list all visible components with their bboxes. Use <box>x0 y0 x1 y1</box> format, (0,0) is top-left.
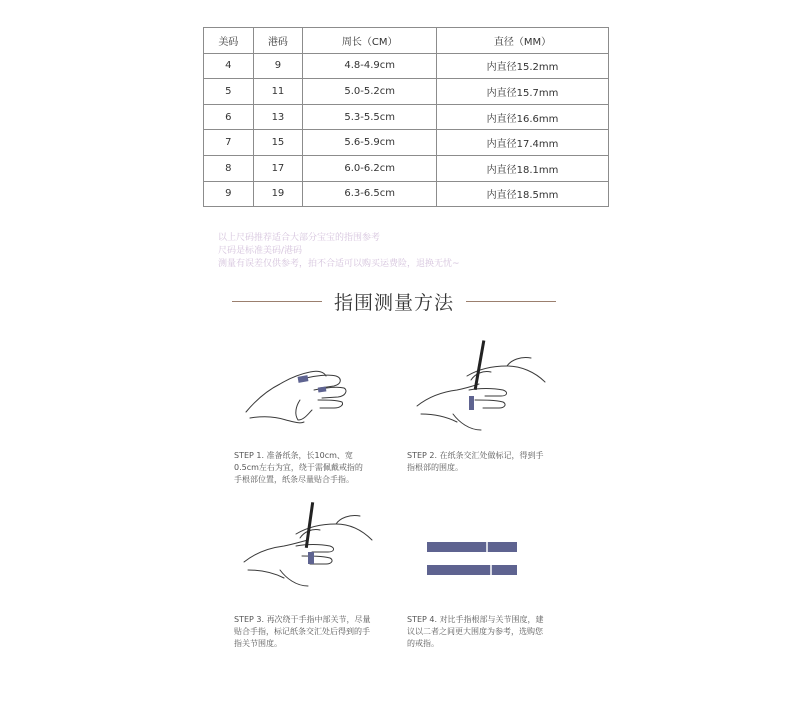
size-table <box>203 27 609 207</box>
step-line: STEP 1. 准备纸条，长10cm、宽 <box>234 451 353 460</box>
step-line: 议以二者之间更大围度为参考，选购您 <box>407 627 543 636</box>
table-row <box>204 53 609 79</box>
cell-diameter: 内直径17.4mm <box>437 130 609 156</box>
header-diameter: 直径（MM） <box>437 28 609 54</box>
step-line: 贴合手指，标记纸条交汇处后得到的手 <box>234 627 370 636</box>
pen-icon <box>305 502 314 548</box>
cell-circumference: 4.8-4.9cm <box>303 53 437 79</box>
cell-us-size: 7 <box>204 130 254 156</box>
step1-hand-illustration <box>238 360 378 440</box>
cell-circumference: 5.3-5.5cm <box>303 104 437 130</box>
section-title-bar <box>0 288 790 316</box>
title-divider-left <box>232 301 322 302</box>
title-divider-right <box>466 301 556 302</box>
step2-hand-illustration <box>413 338 553 443</box>
note-line: 尺码是标准美码/港码 <box>218 246 303 256</box>
step-line: 指根部的围度。 <box>407 463 463 472</box>
header-us-size: 美码 <box>204 28 254 54</box>
step4-strip-comparison <box>427 542 519 578</box>
cell-us-size: 8 <box>204 155 254 181</box>
cell-diameter: 内直径16.6mm <box>437 104 609 130</box>
size-notes <box>218 232 460 271</box>
cell-hk-size: 15 <box>253 130 303 156</box>
cell-diameter: 内直径18.1mm <box>437 155 609 181</box>
cell-hk-size: 17 <box>253 155 303 181</box>
table-row <box>204 130 609 156</box>
cell-circumference: 6.3-6.5cm <box>303 181 437 207</box>
step3-text <box>234 614 371 650</box>
cell-us-size: 5 <box>204 79 254 105</box>
paper-strip-icon <box>427 542 517 552</box>
table-row <box>204 104 609 130</box>
cell-hk-size: 9 <box>253 53 303 79</box>
cell-us-size: 4 <box>204 53 254 79</box>
cell-us-size: 6 <box>204 104 254 130</box>
step-line: STEP 4. 对比手指根部与关节围度，建 <box>407 615 544 624</box>
cell-circumference: 5.0-5.2cm <box>303 79 437 105</box>
note-line: 测量有误差仅供参考，拍不合适可以购买运费险，退换无忧~ <box>218 259 460 269</box>
step-line: STEP 2. 在纸条交汇处做标记，得到手 <box>407 451 544 460</box>
paper-strip-icon <box>427 565 517 575</box>
step-line: STEP 3. 再次绕于手指中部关节，尽量 <box>234 615 371 624</box>
pen-icon <box>474 340 486 390</box>
step-line: 手根部位置，纸条尽量贴合手指。 <box>234 475 354 484</box>
section-title: 指围测量方法 <box>333 292 454 314</box>
step2-text <box>407 450 544 474</box>
cell-diameter: 内直径18.5mm <box>437 181 609 207</box>
cell-circumference: 5.6-5.9cm <box>303 130 437 156</box>
step3-hand-illustration <box>238 500 378 595</box>
table-row <box>204 181 609 207</box>
table-row <box>204 79 609 105</box>
cell-hk-size: 13 <box>253 104 303 130</box>
cell-us-size: 9 <box>204 181 254 207</box>
header-hk-size: 港码 <box>253 28 303 54</box>
table-row <box>204 155 609 181</box>
table-header-row <box>204 28 609 54</box>
step-line: 指关节围度。 <box>234 639 282 648</box>
cell-diameter: 内直径15.2mm <box>437 53 609 79</box>
note-line: 以上尺码推荐适合大部分宝宝的指围参考 <box>218 233 381 243</box>
step4-text <box>407 614 544 650</box>
cell-hk-size: 19 <box>253 181 303 207</box>
cell-circumference: 6.0-6.2cm <box>303 155 437 181</box>
header-circumference: 周长（CM） <box>303 28 437 54</box>
step-line: 的戒指。 <box>407 639 439 648</box>
cell-diameter: 内直径15.7mm <box>437 79 609 105</box>
paper-strip-icon <box>298 375 309 383</box>
step1-text <box>234 450 363 486</box>
cell-hk-size: 11 <box>253 79 303 105</box>
step-line: 0.5cm左右为宜，绕于需佩戴戒指的 <box>234 463 363 472</box>
